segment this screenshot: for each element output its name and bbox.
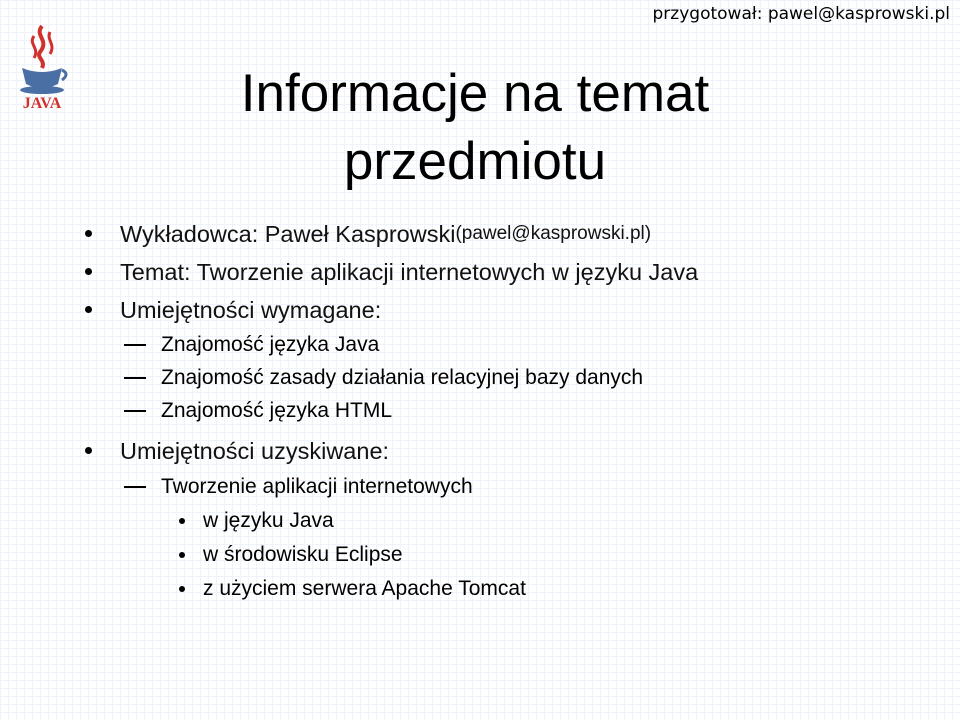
- bullet-icon: [85, 230, 92, 237]
- list-item: [161, 332, 379, 358]
- list-item-text: w środowisku Eclipse: [203, 543, 403, 566]
- list-item-text: Znajomość języka Java: [161, 333, 380, 356]
- list-item: [120, 297, 381, 323]
- list-item: [161, 398, 392, 424]
- bullet-icon: [85, 447, 92, 454]
- list-item: [203, 576, 526, 602]
- dash-icon: [124, 377, 146, 379]
- slide-title: [130, 60, 820, 196]
- author-credit: przygotował: pawel@kasprowski.pl: [652, 4, 950, 24]
- list-item: [120, 259, 698, 285]
- list-item: [120, 438, 389, 464]
- list-item-text: z użyciem serwera Apache Tomcat: [203, 577, 526, 600]
- list-item-text: Umiejętności uzyskiwane:: [120, 438, 390, 464]
- list-item-text: Temat: Tworzenie aplikacji internetowych w języku Java: [120, 259, 699, 285]
- list-item-text: w języku Java: [203, 509, 334, 532]
- list-item-email: (pawel@kasprowski.pl): [455, 223, 652, 244]
- list-item: [203, 542, 403, 568]
- list-item-text: Znajomość języka HTML: [161, 399, 393, 422]
- list-item: [161, 365, 643, 391]
- slide-title-line1: Informacje na temat: [240, 64, 710, 123]
- bullet-icon: [179, 518, 185, 524]
- slide-title-line2: przedmiotu: [343, 132, 607, 191]
- dash-icon: [124, 410, 146, 412]
- bullet-icon: [85, 268, 92, 275]
- java-logo-text: JAVA: [22, 95, 62, 112]
- list-item-text: Wykładowca: Paweł Kasprowski: [120, 221, 456, 247]
- bullet-icon: [85, 306, 92, 313]
- list-item: [161, 474, 473, 500]
- dash-icon: [124, 344, 146, 346]
- list-item: [203, 508, 334, 534]
- list-item-text: Znajomość zasady działania relacyjnej bazy danych: [161, 366, 644, 389]
- dash-icon: [124, 486, 146, 488]
- list-item: [120, 221, 651, 247]
- list-item-text: Umiejętności wymagane:: [120, 297, 382, 323]
- bullet-icon: [179, 552, 185, 558]
- bullet-icon: [179, 586, 185, 592]
- java-coffee-cup-icon: [12, 22, 72, 112]
- list-item-text: Tworzenie aplikacji internetowych: [161, 475, 473, 498]
